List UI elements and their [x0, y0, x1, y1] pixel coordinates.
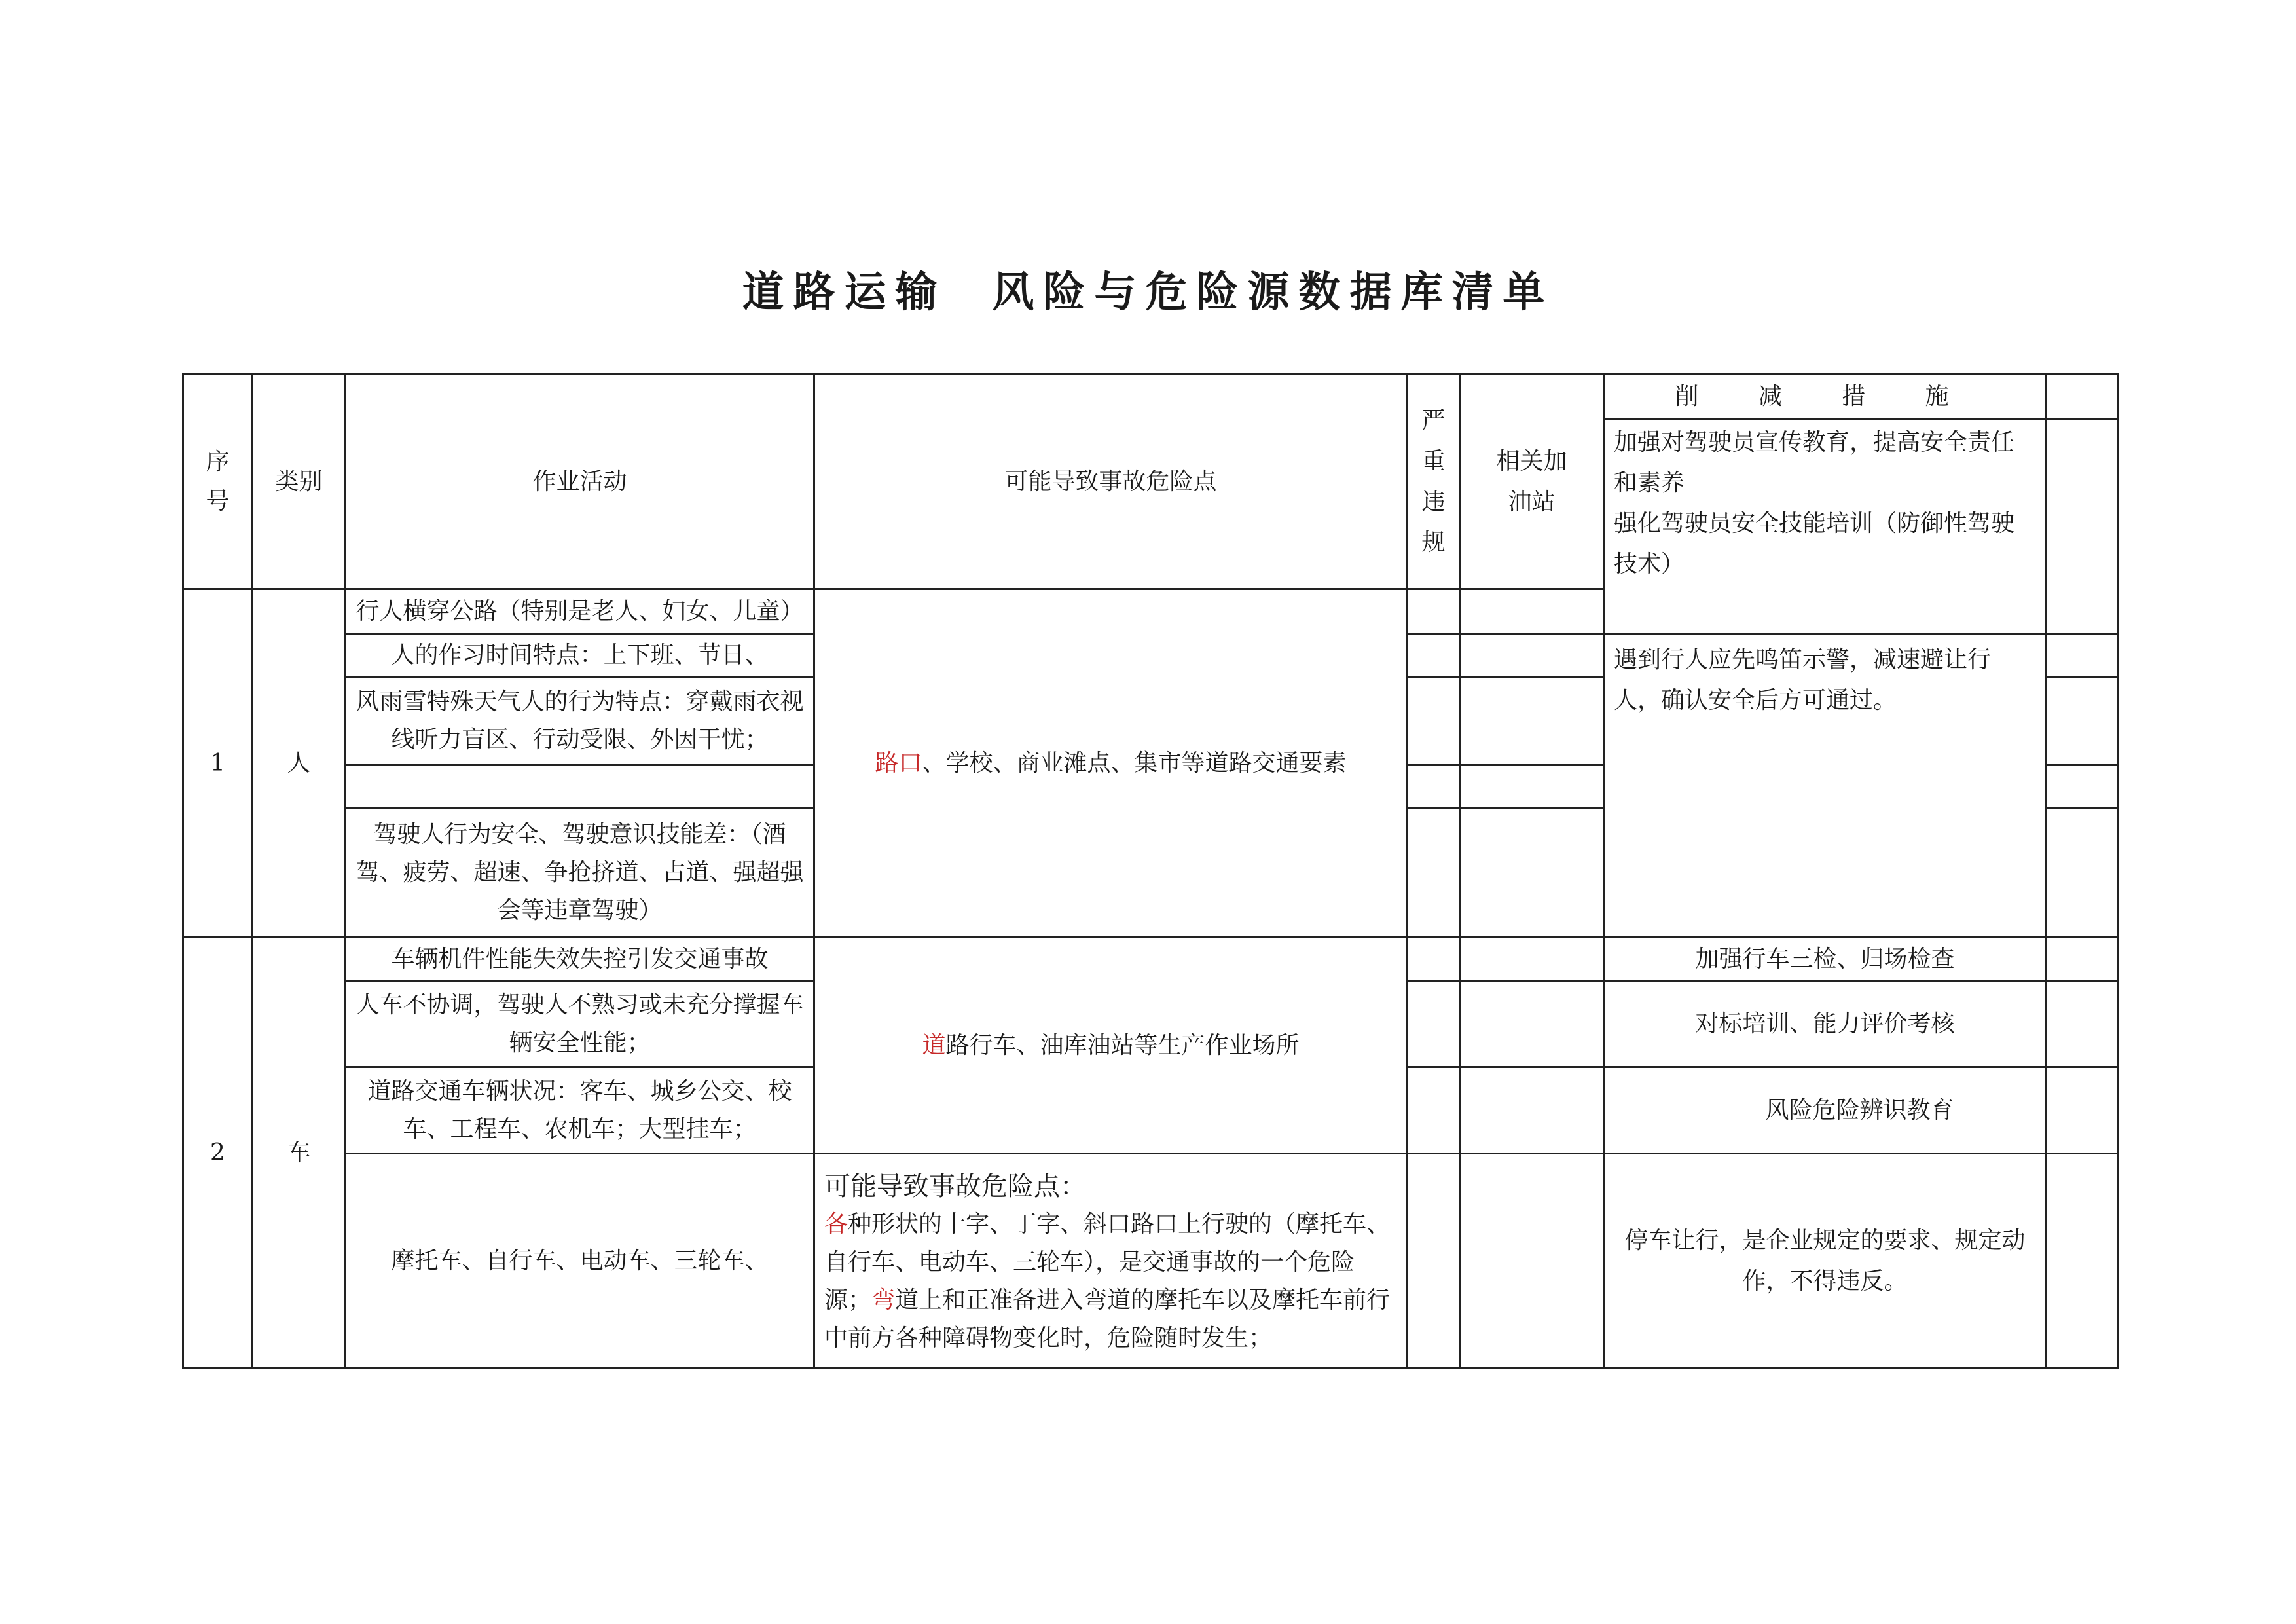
group1-activity-3: 风雨雪特殊天气人的行为特点：穿戴雨衣视线听力盲区、行动受限、外因干忧； — [346, 677, 814, 765]
group2-activity-1: 车辆机件性能失效失控引发交通事故 — [346, 938, 814, 981]
header-row — [183, 375, 2119, 419]
group1-seq: 1 — [183, 589, 253, 938]
table-row — [183, 938, 2119, 981]
header-category: 类别 — [253, 375, 346, 589]
header-station: 相关加油站 — [1460, 375, 1604, 589]
group2-hazard2-red-2: 弯 — [871, 1286, 896, 1314]
violation-cell — [1408, 938, 1460, 981]
measures-text-1: 加强对驾驶员宣传教育，提高安全责任和素养 — [1614, 429, 2015, 496]
station-cell — [1460, 765, 1604, 808]
group2-hazard2-red-1: 各 — [824, 1210, 848, 1238]
group1-hazard-red: 路口 — [875, 749, 922, 777]
table-row — [183, 1154, 2119, 1369]
station-cell — [1460, 1154, 1604, 1369]
header-activity: 作业活动 — [346, 375, 814, 589]
group1-activity-2: 人的作习时间特点：上下班、节日、 — [346, 634, 814, 677]
group2-hazard2-part-1: 种形状的十字、丁字、斜口路口上行驶的（摩托车、自行车、电动车、三轮车），是交通事故的一个危险源； — [824, 1210, 1391, 1314]
group2-seq: 2 — [183, 938, 253, 1369]
extra-cell-1 — [2047, 419, 2119, 634]
title-part-1: 道路运输 — [742, 268, 947, 317]
group2-activity-4: 摩托车、自行车、电动车、三轮车、 — [346, 1154, 814, 1369]
violation-cell — [1408, 677, 1460, 765]
group2-activity-2: 人车不协调，驾驶人不熟习或未充分撑握车辆安全性能； — [346, 981, 814, 1067]
header-hazard: 可能导致事故危险点 — [814, 375, 1408, 589]
extra-cell — [2047, 1067, 2119, 1154]
station-cell — [1460, 981, 1604, 1067]
violation-cell — [1408, 634, 1460, 677]
extra-cell — [2047, 938, 2119, 981]
station-cell — [1460, 938, 1604, 981]
station-cell — [1460, 1067, 1604, 1154]
page-title — [0, 263, 2296, 322]
station-cell — [1460, 677, 1604, 765]
extra-cell — [2047, 765, 2119, 808]
group2-category: 车 — [253, 938, 346, 1369]
group2-measure-4: 停车让行，是企业规定的要求、规定动作，不得违反。 — [1604, 1154, 2047, 1369]
header-serious-violation: 严重违规 — [1408, 375, 1460, 589]
group2-hazard-rest: 路行车、油库油站等生产作业场所 — [945, 1031, 1300, 1059]
title-part-2: 风险与危险源数据库清单 — [992, 268, 1554, 317]
group2-hazard2-title: 可能导致事故危险点： — [824, 1171, 1086, 1202]
station-cell — [1460, 634, 1604, 677]
group1-category: 人 — [253, 589, 346, 938]
header-extra-cell — [2047, 375, 2119, 419]
group2-measure-2: 对标培训、能力评价考核 — [1604, 981, 2047, 1067]
group1-activity-5: 驾驶人行为安全、驾驶意识技能差：（酒驾、疲劳、超速、争抢挤道、占道、强超强会等违章驾驶） — [346, 808, 814, 938]
group2-hazard — [814, 938, 1408, 1154]
violation-cell — [1408, 1067, 1460, 1154]
header-seq: 序号 — [183, 375, 253, 589]
violation-cell — [1408, 1154, 1460, 1369]
measures-text-2: 强化驾驶员安全技能培训（防御性驾驶技术） — [1614, 510, 2015, 578]
group2-hazard-red: 道 — [922, 1031, 946, 1059]
violation-cell — [1408, 808, 1460, 938]
group2-measure-3: 风险危险辨识教育 — [1604, 1067, 2047, 1154]
group1-activity-4 — [346, 765, 814, 808]
violation-cell — [1408, 981, 1460, 1067]
violation-cell — [1408, 589, 1460, 634]
group2-activity-3: 道路交通车辆状况：客车、城乡公交、校车、工程车、农机车；大型挂车； — [346, 1067, 814, 1154]
extra-cell — [2047, 677, 2119, 765]
group1-hazard-rest: 、学校、商业滩点、集市等道路交通要素 — [922, 749, 1347, 777]
group1-activity-1: 行人横穿公路（特别是老人、妇女、儿童） — [346, 589, 814, 634]
risk-table — [182, 373, 2119, 1369]
header-measures: 削 减 措 施 — [1604, 375, 2047, 419]
station-cell — [1460, 589, 1604, 634]
violation-cell — [1408, 765, 1460, 808]
station-cell — [1460, 808, 1604, 938]
group1-hazard — [814, 589, 1408, 938]
group2-hazard2-part-2: 道上和正准备进入弯道的摩托车以及摩托车前行中前方各种障碍物变化时，危险随时发生； — [824, 1286, 1391, 1352]
extra-cell — [2047, 808, 2119, 938]
group2-measure-1: 加强行车三检、归场检查 — [1604, 938, 2047, 981]
extra-cell — [2047, 634, 2119, 677]
extra-cell — [2047, 1154, 2119, 1369]
extra-cell — [2047, 981, 2119, 1067]
group2-hazard-2 — [814, 1154, 1408, 1369]
measures-header-text — [1604, 419, 2047, 634]
group1-measure: 遇到行人应先鸣笛示警，减速避让行人，确认安全后方可通过。 — [1604, 634, 2047, 938]
group2-hazard2-body — [824, 1206, 1397, 1357]
